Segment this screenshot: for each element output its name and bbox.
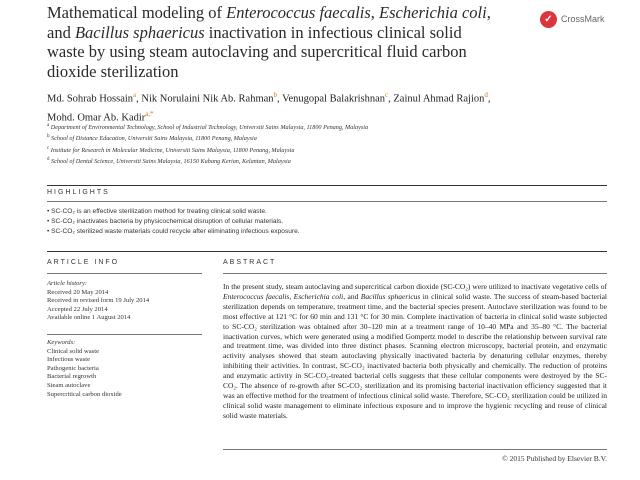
author-affiliation-mark: c (385, 91, 389, 99)
history-divider (47, 334, 202, 335)
highlights-list (47, 207, 607, 237)
publisher-copyright: © 2015 Published by Elsevier B.V. (502, 454, 607, 463)
highlights-divider (47, 201, 607, 202)
abstract-species: Escherichia coli (293, 291, 344, 301)
author-line-1: Md. Sohrab Hossain$^a$, Nik Norulaini Nik Ab. Rahman$^b$, Venugopal Balakrishnan$^c$, Zainul Ahmad Rajion$^d$, (47, 91, 491, 105)
affiliations (47, 121, 607, 166)
affiliation-mark: a (47, 123, 50, 128)
affiliation-line: $^c$ Institute for Research in Molecular Medicine, Universiti Sains Malaysia, 11800 Penang, Malaysia (47, 145, 295, 154)
article-info-heading: ARTICLE INFO (47, 259, 120, 266)
abstract-text: In the present study, steam autoclaving and supercritical carbon dioxide (SC-CO₂) were utilized to inactivate vegetative cells of Enterococcus faecalis, Escherichia coli, and Bacillus sphaericus in clinical solid waste. The success of steam-based bacterial sterilization depends on temperature, treatment time, and the bacterial species present. Autoclave sterilization was found to be most effective at 121 °C for 60 min and 131 °C for 30 min. Complete inactivation of bacteria in clinical solid waste subjected to SC-CO₂ sterilization was obtained after 30–120 min at a treatment range of 10–40 MPa and 35–80 °C. The bacterial inactivation curves, which were generated using a modified Gompertz model to describe the relationship between survival rate and treatment time, was divided into three distinct phases. Scanning electron microscopy, bacterial protein, and enzymatic activity analyses showed that steam autoclaving physically inactivated bacteria by denaturing cellular enzymes, thereby inhibiting their activities. In contrast, SC-CO₂ inactivated bacteria both physically and chemically. The reduction of proteins and enzymatic activity in SC-CO₂-treated bacterial cells suggests that these cellular components were destroyed by the SC-CO₂. The absence of re-growth after SC-CO₂ sterilization and its promising bacterial inactivation efficiency suggested that it was an effective method for the treatment of infectious clinical solid waste. Therefore, SC-CO₂ sterilization could be utilized in clinical solid waste management to eliminate infectious exposure and to improve the hygienic recycling and reuse of clinical solid waste materials. (223, 282, 607, 420)
keyword-item: Supercritical carbon dioxide (47, 390, 122, 398)
highlight-item: • SC-CO₂ is an effective sterilization method for treating clinical solid waste. (47, 207, 607, 217)
title-line: dioxide sterilization (47, 61, 179, 81)
crossmark-badge[interactable] (540, 8, 620, 30)
article-history-label: Article history: (47, 280, 88, 287)
author-name: Zainul Ahmad Rajion (393, 93, 485, 105)
author-name: Mohd. Omar Ab. Kadir (47, 112, 146, 123)
title-species: Escherichia coli (379, 3, 487, 22)
keywords-label: Keywords: (47, 339, 76, 346)
article-title (47, 3, 517, 81)
article-info-divider (47, 273, 202, 274)
history-list (47, 289, 149, 323)
keyword-list (47, 348, 122, 400)
author-affiliation-mark: d (484, 91, 488, 99)
history-item: Received 20 May 2014 (47, 288, 109, 296)
abstract-divider (223, 273, 607, 274)
title-species: Bacillus sphaericus (74, 22, 205, 42)
title-line: waste by using steam autoclaving and supercritical fluid carbon (47, 42, 467, 61)
author-affiliation-mark: a (133, 91, 137, 99)
affiliation-line: $^d$ School of Dental Science, Universiti Sains Malaysia, 16150 Kubang Kerian, Kelantan, Malaysia (47, 156, 291, 165)
author-affiliation-mark: b (273, 91, 278, 99)
history-item: Accepted 22 July 2014 (47, 305, 108, 313)
author-affiliation-mark: a,* (145, 109, 154, 118)
crossmark-icon: ✓ (540, 11, 557, 28)
highlight-item: • SC-CO₂ sterilized waste materials could recycle after eliminating infectious exposure. (47, 227, 607, 237)
keyword-item: Bacterial regrowth (47, 373, 97, 381)
author-list (47, 88, 607, 125)
abstract-heading: ABSTRACT (223, 259, 277, 266)
header-divider (47, 185, 607, 186)
info-divider (47, 251, 607, 252)
keywords (47, 339, 122, 399)
abstract-species: Bacillus sphaericus (360, 291, 421, 301)
keyword-item: Clinical solid waste (47, 347, 100, 355)
highlight-item: • SC-CO₂ inactivates bacteria by physicochemical disruption of cellular materials. (47, 217, 607, 227)
history-item: Available online 1 August 2014 (47, 314, 131, 322)
keyword-item: Steam autoclave (47, 381, 91, 389)
title-line: and Bacillus sphaericus inactivation in infectious clinical solid (47, 22, 462, 42)
affiliation-mark: b (47, 134, 50, 140)
highlights-heading: HIGHLIGHTS (47, 189, 110, 196)
history-item: Received in revised form 19 July 2014 (47, 297, 150, 305)
crossmark-label: CrossMark (561, 14, 605, 24)
affiliation-line: $^a$ Department of Environmental Technology, School of Industrial Technology, Universiti Sains Malaysia, 11800 Penang, Malaysia (47, 123, 369, 132)
article-history (47, 280, 149, 323)
title-species: Enterococcus faecalis (226, 3, 371, 22)
abstract-species: Enterococcus faecalis (223, 291, 290, 301)
keyword-item: Infectious waste (47, 356, 91, 364)
author-name: Venugopal Balakrishnan (282, 93, 386, 105)
affiliation-line: $^b$ School of Distance Education, Universiti Sains Malaysia, 11800 Penang, Malaysia (47, 134, 257, 143)
abstract-end-divider (223, 449, 607, 450)
affiliation-mark: c (47, 145, 50, 151)
author-name: Nik Norulaini Nik Ab. Rahman (141, 93, 274, 105)
author-name: Md. Sohrab Hossain (47, 93, 134, 105)
keyword-item: Pathogenic bacteria (47, 364, 99, 372)
title-line: Mathematical modeling of Enterococcus faecalis, Escherichia coli, (47, 3, 491, 22)
affiliation-mark: d (47, 156, 50, 162)
